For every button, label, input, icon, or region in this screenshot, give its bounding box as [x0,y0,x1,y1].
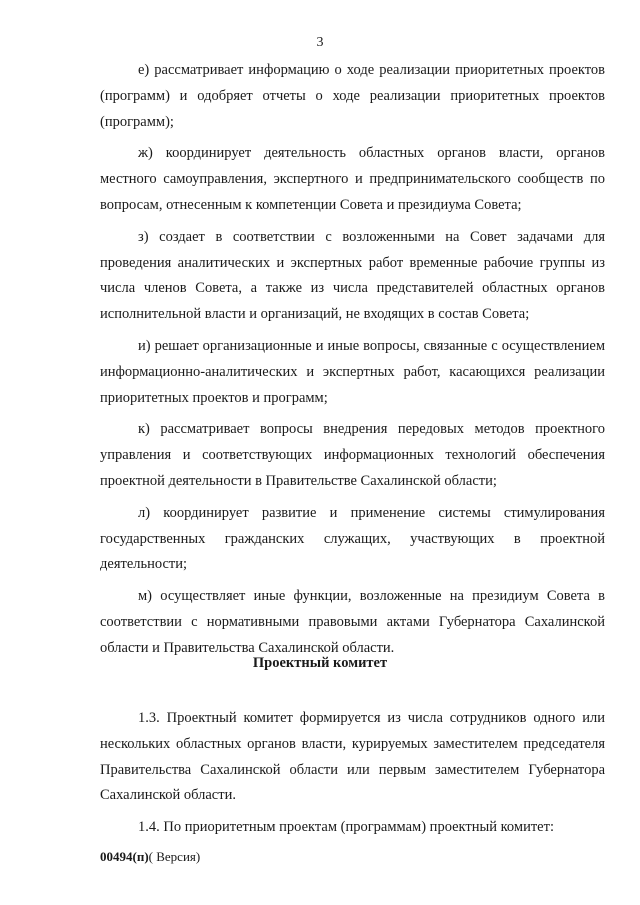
list-item-i: и) решает организационные и иные вопросы, связанные с осуществлением информационно-аналитических и экспертных работ, касающихся реализации приоритетных проектов и программ; [100,337,605,406]
document-code: 00494(п) [100,849,149,864]
page-number: 3 [316,35,324,50]
list-item-z: з) создает в соответствии с возложенными на Совет задачами для проведения аналитических и экспертных работ временные рабочие группы из числа членов Совета, а также из числа представителей областных органов исполнительной власти и организаций, не входящих в состав Совета; [100,228,605,323]
list-section [100,58,605,662]
list-item-m: м) осуществляет иные функции, возложенные на президиум Совета в соответствии с нормативными правовыми актами Губернатора Сахалинской области и Правительства Сахалинской области. [100,588,605,656]
section-heading: Проектный комитет [252,655,388,671]
clause-1-4: 1.4. По приоритетным проектам (программам) проектный комитет: [138,819,554,836]
list-item-l: л) координирует развитие и применение системы стимулирования государственных гражданских служащих, участвующих в проектной деятельности; [100,504,605,573]
document-footer [100,849,200,865]
clauses-section [100,706,605,841]
document-version: ( Версия) [148,849,201,864]
list-item-zh: ж) координирует деятельность областных органов власти, органов местного самоуправления, экспертного и предпринимательского сообществ по вопросам, отнесенным к компетенции Совета и президиума Совета; [100,145,605,213]
list-item-e: е) рассматривает информацию о ходе реализации приоритетных проектов (программ) и одобряет отчеты о ходе реализации приоритетных проектов (программ); [100,62,605,130]
clause-1-3: 1.3. Проектный комитет формируется из числа сотрудников одного или нескольких областных органов власти, курируемых заместителем председателя Правительства Сахалинской области или первым заместителем Губернатора Сахалинской области. [100,710,605,804]
list-item-k: к) рассматривает вопросы внедрения передовых методов проектного управления и соответствующих информационных технологий обеспечения проектной деятельности в Правительстве Сахалинской области; [100,421,605,489]
